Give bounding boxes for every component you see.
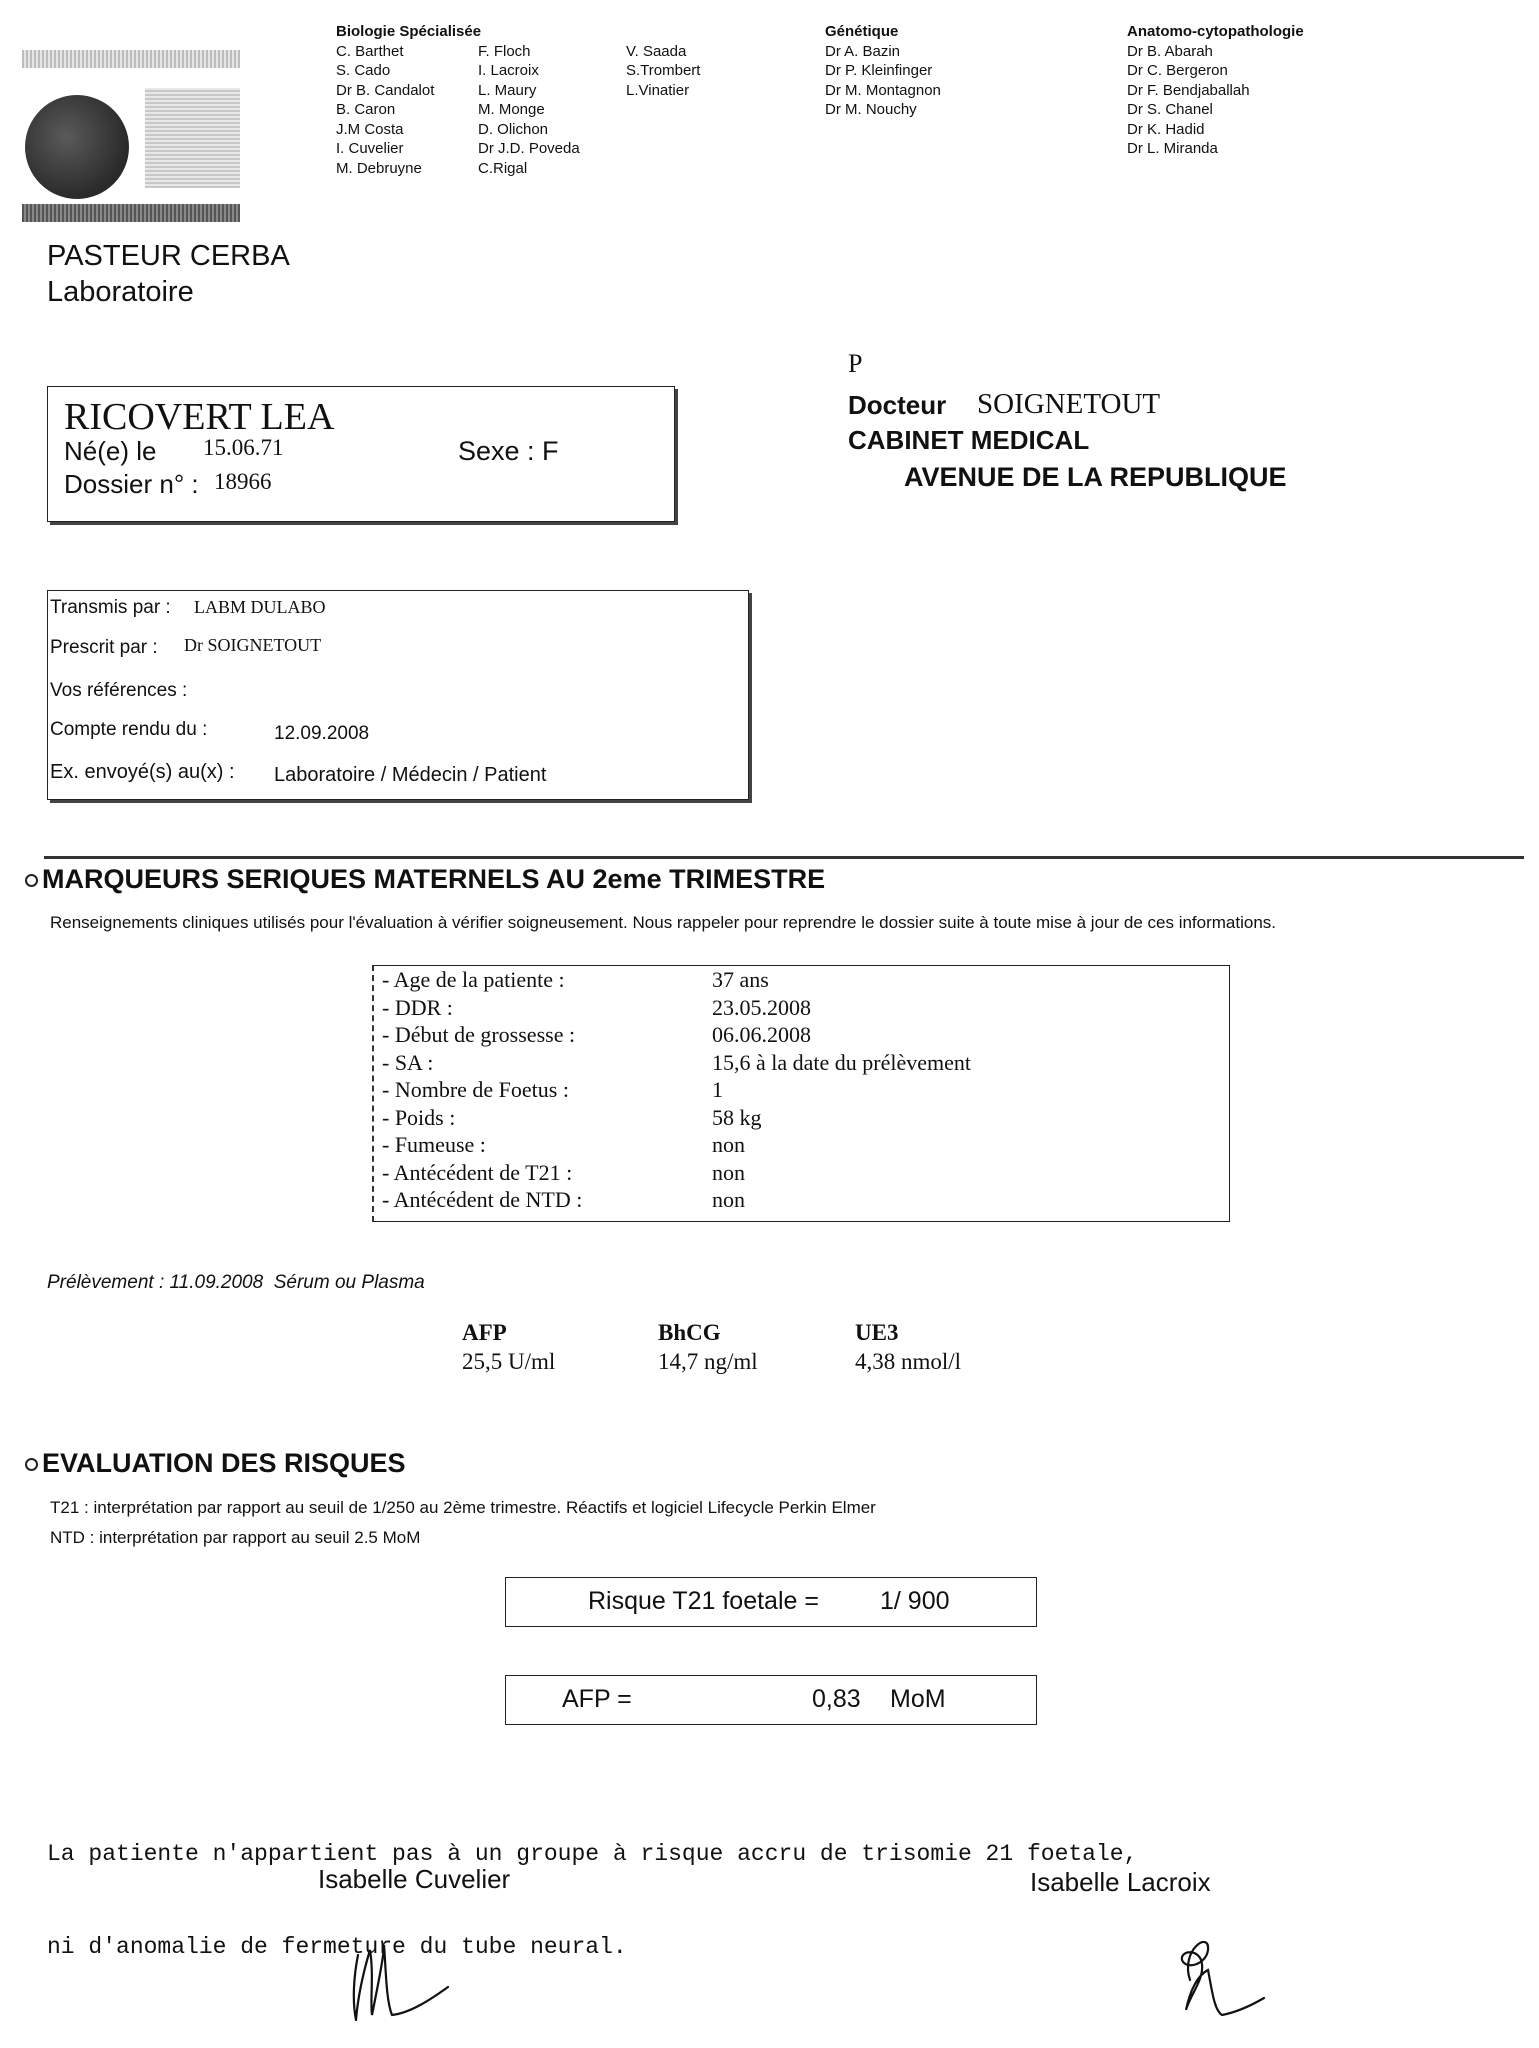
marker-value: 4,38 nmol/l (855, 1349, 962, 1374)
clinical-row (382, 966, 971, 994)
clinical-value: non (712, 1132, 745, 1157)
afp-value: 0,83 (812, 1685, 861, 1713)
clinical-value: 23.05.2008 (712, 994, 811, 1020)
staff-genetique (825, 22, 941, 120)
patient-sex: Sexe : F (458, 436, 559, 466)
marker-value: 25,5 U/ml (462, 1349, 556, 1374)
staff-name: Dr L. Miranda (1127, 140, 1218, 157)
staff-name: D. Olichon (478, 120, 549, 138)
staff-name: Dr B. Candalot (336, 81, 435, 99)
staff-name: L. Maury (478, 81, 537, 99)
staff-name: I. Cuvelier (336, 140, 404, 157)
clinical-value: non (712, 1159, 745, 1185)
section1-title (25, 864, 825, 895)
clinical-label: - Antécédent de NTD : (382, 1187, 583, 1212)
staff-name: Dr K. Hadid (1127, 120, 1205, 138)
staff-name: Dr M. Nouchy (825, 101, 917, 118)
t21-note: T21 : interprétation par rapport au seuil de 1/250 au 2ème trimestre. Réactifs et logiciel Lifecycle Perkin Elmer (50, 1498, 876, 1517)
ntd-note: NTD : interprétation par rapport au seuil 2.5 MoM (50, 1528, 421, 1547)
staff-anapath-title: Anatomo-cytopathologie (1127, 23, 1304, 40)
staff-name: S. Cado (336, 62, 391, 79)
patient-name: RICOVERT LEA (64, 396, 335, 438)
staff-name: B. Caron (336, 101, 396, 118)
staff-name: Dr J.D. Poveda (478, 140, 580, 157)
clinical-row (382, 1049, 971, 1077)
clinical-label: - Début de grossesse : (382, 1022, 576, 1047)
section2-title (25, 1448, 406, 1479)
staff-name: M. Monge (478, 101, 545, 118)
compte-value: 12.09.2008 (274, 723, 370, 744)
envoye-value: Laboratoire / Médecin / Patient (274, 764, 547, 786)
signature-left-icon (340, 1915, 480, 2035)
recipient-doctor-label: Docteur (848, 390, 947, 420)
marker-ue3 (855, 1318, 961, 1376)
prescrit-label: Prescrit par : (50, 637, 158, 658)
clinical-label: - Fumeuse : (382, 1132, 486, 1157)
clinical-box (372, 965, 1230, 1222)
signature-name-left: Isabelle Cuvelier (318, 1864, 511, 1894)
clinical-row (382, 994, 971, 1022)
clinical-row (382, 1159, 971, 1187)
afp-box (505, 1675, 1037, 1725)
clinical-label: - Poids : (382, 1104, 456, 1130)
patient-born-label: Né(e) le (64, 436, 157, 466)
afp-unit: MoM (890, 1685, 946, 1713)
clinical-label: - Antécédent de T21 : (382, 1159, 573, 1185)
recipient-doctor: SOIGNETOUT (977, 388, 1161, 420)
staff-name: L.Vinatier (626, 81, 690, 99)
section-divider (44, 856, 1524, 859)
envoye-label: Ex. envoyé(s) au(x) : (50, 761, 235, 783)
risk-label: Risque T21 foetale = (588, 1587, 819, 1615)
clinical-row (382, 1076, 971, 1104)
staff-biologie-col3 (626, 42, 700, 101)
lab-subtitle: Laboratoire (47, 276, 194, 308)
afp-label: AFP = (562, 1685, 632, 1713)
marker-value: 14,7 ng/ml (658, 1349, 758, 1374)
transmission-box (47, 590, 749, 800)
clinical-row (382, 1186, 971, 1214)
clinical-row (382, 1021, 971, 1049)
staff-name: M. Debruyne (336, 159, 422, 177)
patient-box (47, 386, 675, 522)
clinical-value: non (712, 1187, 745, 1212)
staff-genetique-title: Génétique (825, 23, 899, 40)
staff-name: F. Floch (478, 42, 531, 60)
clinical-value: 1 (712, 1077, 723, 1102)
staff-name: C. Barthet (336, 42, 404, 60)
clinical-label: - Age de la patiente : (382, 967, 565, 992)
marker-name: AFP (462, 1320, 507, 1345)
sample-line: Prélèvement : 11.09.2008 Sérum ou Plasma (47, 1272, 425, 1293)
conclusion-line: ni d'anomalie de fermeture du tube neural. (47, 1934, 627, 1960)
section1-note: Renseignements cliniques utilisés pour l'évaluation à vérifier soigneusement. Nous rappeler pour reprendre le dossier suite à toute mise à jour de ces informations. (50, 913, 1277, 932)
transmis-value: LABM DULABO (194, 597, 326, 617)
clinical-row (382, 1104, 971, 1132)
recipient-address: AVENUE DE LA REPUBLIQUE (904, 462, 1287, 492)
staff-name: Dr B. Abarah (1127, 42, 1213, 60)
staff-name: S.Trombert (626, 62, 701, 79)
staff-name: Dr S. Chanel (1127, 101, 1213, 118)
recipient-p: P (848, 349, 863, 378)
recipient-cabinet: CABINET MEDICAL (848, 425, 1090, 455)
bullet-icon (25, 1458, 38, 1471)
staff-name: I. Lacroix (478, 62, 539, 79)
staff-name: J.M Costa (336, 120, 404, 138)
staff-name: Dr A. Bazin (825, 42, 901, 60)
section1-title-text: MARQUEURS SERIQUES MATERNELS AU 2eme TRIMESTRE (42, 864, 826, 894)
staff-anapath (1127, 22, 1304, 159)
signature-right-icon (1160, 1920, 1280, 2030)
lab-name: PASTEUR CERBA (47, 240, 290, 272)
clinical-label: - DDR : (382, 994, 453, 1020)
prescrit-value: Dr SOIGNETOUT (184, 635, 322, 655)
staff-biologie-title: Biologie Spécialisée (336, 23, 482, 40)
clinical-value: 15,6 à la date du prélèvement (712, 1049, 972, 1075)
risk-box (505, 1577, 1037, 1627)
staff-name: C.Rigal (478, 159, 528, 177)
marker-name: BhCG (658, 1320, 721, 1345)
clinical-value: 37 ans (712, 967, 769, 992)
marker-bhcg (658, 1318, 758, 1376)
clinical-list (382, 966, 971, 1214)
clinical-label: - SA : (382, 1049, 434, 1075)
marker-afp (462, 1318, 555, 1376)
staff-name: Dr F. Bendjaballah (1127, 81, 1250, 99)
staff-name: Dr P. Kleinfinger (825, 62, 933, 79)
conclusion (47, 1777, 1137, 1994)
marker-name: UE3 (855, 1320, 899, 1345)
risk-value: 1/ 900 (880, 1587, 950, 1615)
staff-name: Dr M. Montagnon (825, 81, 941, 99)
staff-biologie-col2 (478, 42, 580, 179)
transmis-label: Transmis par : (50, 597, 171, 618)
staff-name: V. Saada (626, 42, 687, 60)
patient-dossier-label: Dossier n° : (64, 469, 199, 499)
staff-biologie-col1 (336, 22, 481, 178)
clinical-label: - Nombre de Foetus : (382, 1077, 569, 1102)
lab-name-block (47, 238, 290, 310)
bullet-icon (25, 874, 38, 887)
staff-name: Dr C. Bergeron (1127, 62, 1228, 79)
signature-name-right: Isabelle Lacroix (1030, 1867, 1211, 1897)
clinical-row (382, 1131, 971, 1159)
clinical-value: 58 kg (712, 1104, 762, 1130)
patient-dossier: 18966 (214, 469, 272, 494)
clinical-value: 06.06.2008 (712, 1022, 811, 1047)
refs-label: Vos références : (50, 680, 188, 701)
patient-born: 15.06.71 (203, 435, 284, 460)
section2-title-text: EVALUATION DES RISQUES (42, 1448, 406, 1478)
conclusion-line: La patiente n'appartient pas à un groupe à risque accru de trisomie 21 foetale, (47, 1841, 1138, 1867)
compte-label: Compte rendu du : (50, 719, 208, 740)
